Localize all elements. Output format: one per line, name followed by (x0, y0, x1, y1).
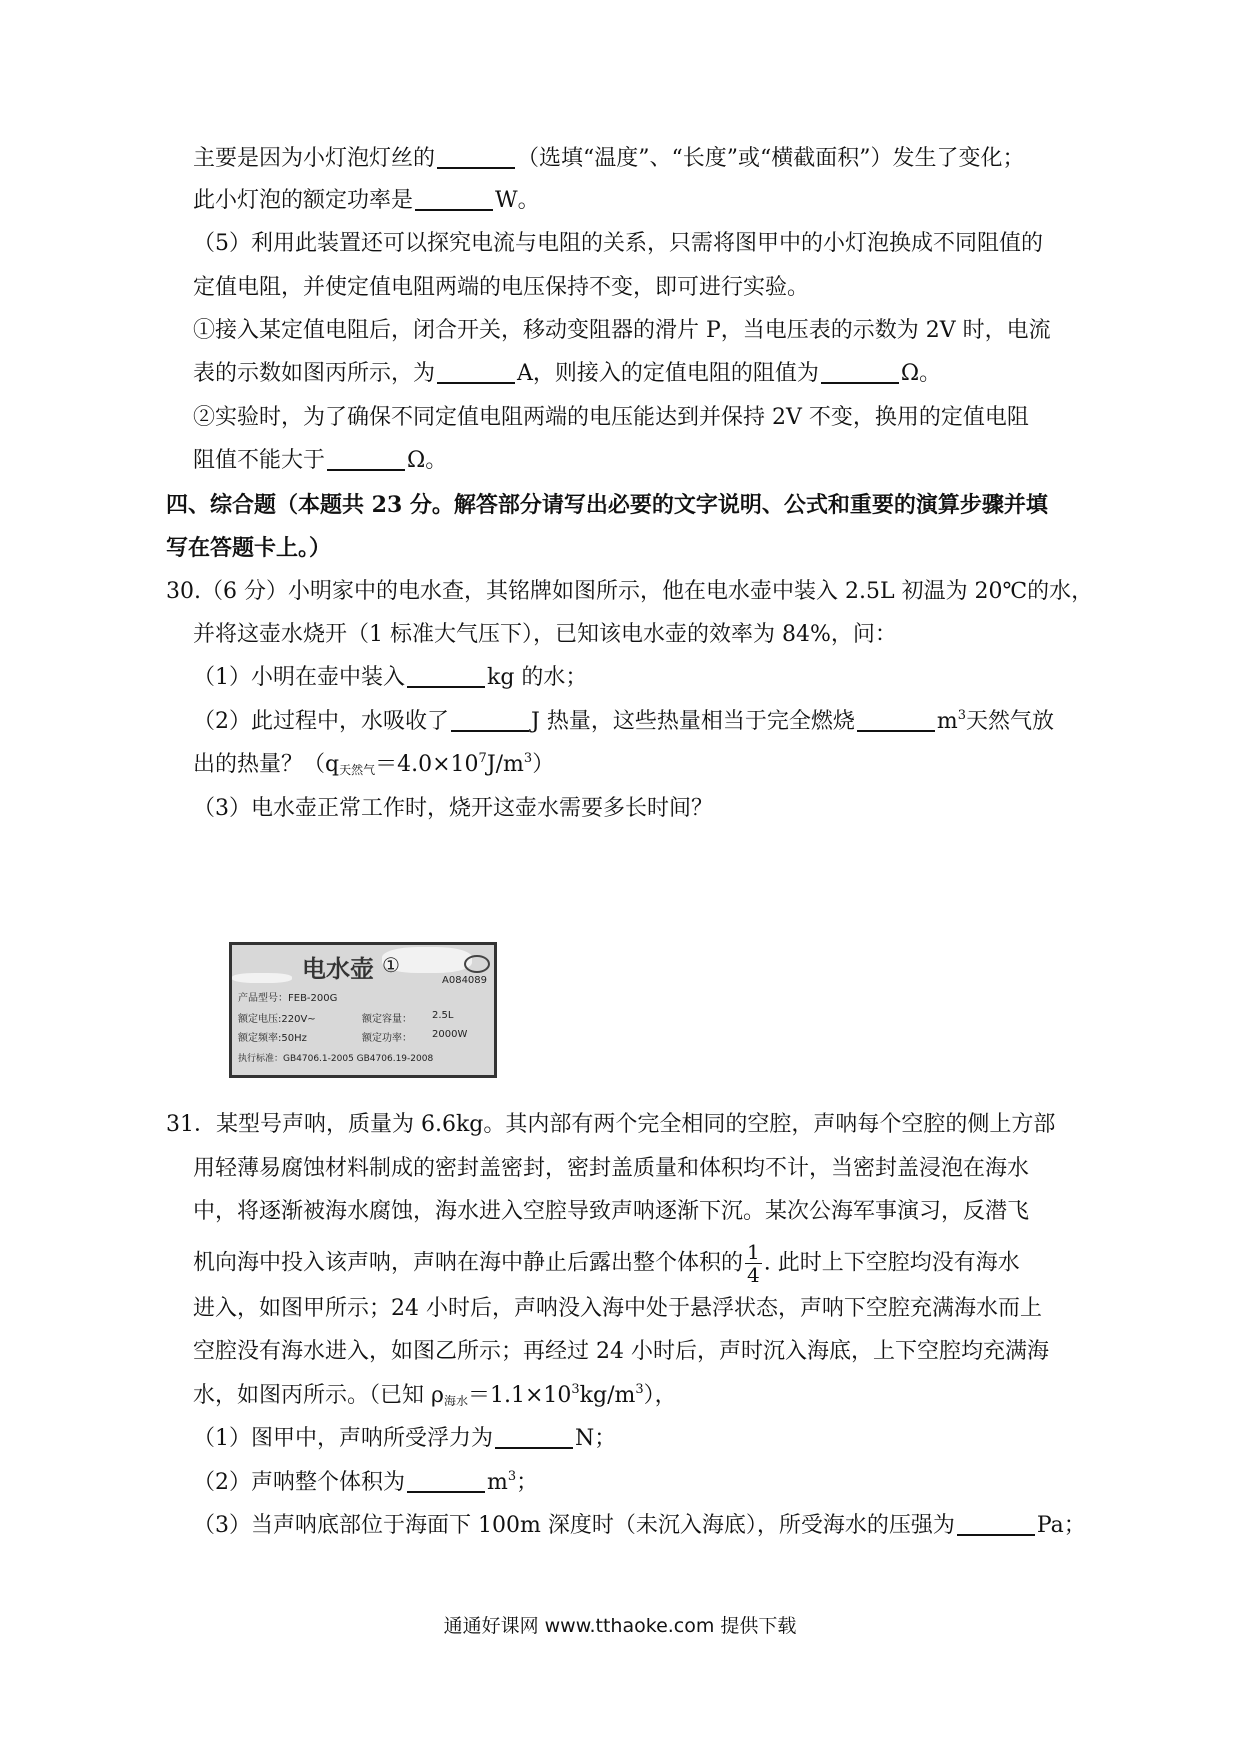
text-segment: 出的热量？（q (193, 752, 340, 777)
answer-blank[interactable] (415, 187, 493, 211)
question-text-line (193, 144, 1025, 174)
nameplate-code: A084089 (442, 975, 488, 986)
text-segment: （2）此过程中，水吸收了 (193, 709, 449, 734)
text-segment: m (936, 709, 958, 734)
question-text-line: 进入，如图甲所示；24 小时后，声呐没入海中处于悬浮状态，声呐下空腔充满海水而上 (193, 1296, 1042, 1321)
answer-blank[interactable] (407, 1469, 485, 1493)
text-segment: Pa； (1036, 1513, 1086, 1538)
text-segment: （1）图甲中，声呐所受浮力为 (193, 1426, 493, 1451)
text-segment: 主要是因为小灯泡灯丝的 (193, 146, 436, 171)
text-segment: 此小灯泡的额定功率是 (193, 188, 414, 213)
text-segment: J/m (486, 752, 524, 777)
nameplate-standard: 执行标准：GB4706.1-2005 GB4706.19-2008 (238, 1054, 434, 1064)
question-text-line: 并将这壶水烧开（1 标准大气压下），已知该电水壶的效率为 84%，问： (193, 622, 897, 647)
text-segment: J 热量，这些热量相当于完全燃烧 (531, 709, 855, 734)
nameplate-title: 电水壶 (302, 955, 374, 983)
answer-blank[interactable] (495, 1425, 573, 1449)
answer-blank[interactable] (957, 1512, 1035, 1536)
text-segment: kg 的水； (487, 665, 588, 690)
nameplate-model: 产品型号：FEB-200G (238, 993, 338, 1004)
text-segment: W。 (495, 188, 540, 213)
question-text-line (193, 1511, 1086, 1541)
text-segment: Ω。 (900, 361, 942, 386)
text-segment: ＝4.0×10 (375, 752, 479, 777)
text-segment: ）， (643, 1383, 677, 1408)
answer-blank[interactable] (327, 447, 405, 471)
nameplate-capacity-value: 2.5L (432, 1010, 454, 1021)
question-text-line (193, 446, 447, 476)
text-segment: （3）当声呐底部位于海面下 100m 深度时（未沉入海底），所受海水的压强为 (193, 1513, 955, 1538)
text-segment: ＝1.1×10 (467, 1383, 572, 1408)
fraction-numerator: 1 (747, 1240, 760, 1264)
question-text-line: 用轻薄易腐蚀材料制成的密封盖密封，密封盖质量和体积均不计，当密封盖浸泡在海水 (193, 1156, 1030, 1181)
nameplate-mark: ① (382, 953, 400, 977)
page-footer: 通通好课网 www.tthaoke.com 提供下载 (443, 1615, 797, 1637)
section-heading: 四、综合题（本题共 23 分。解答部分请写出必要的文字说明、公式和重要的演算步骤并填 (166, 492, 1048, 518)
question-text-line: ②实验时，为了确保不同定值电阻两端的电压能达到并保持 2V 不变，换用的定值电阻 (193, 405, 1029, 430)
question-text-line (193, 1424, 616, 1454)
text-segment: ； (516, 1470, 539, 1495)
certification-icon (464, 955, 490, 973)
question-text-line (193, 663, 587, 693)
text-segment: Ω。 (407, 448, 448, 473)
question-text-line (193, 186, 540, 216)
text-segment: 机向海中投入该声呐，声呐在海中静止后露出整个体积的 (193, 1250, 744, 1276)
text-segment: 天然气放 (965, 709, 1054, 734)
text-segment: 水，如图丙所示。（已知 ρ (193, 1383, 444, 1408)
subscript: 海水 (443, 1394, 468, 1408)
nameplate-power-value: 2000W (432, 1029, 468, 1040)
answer-blank[interactable] (407, 664, 485, 688)
superscript: 3 (635, 1382, 644, 1397)
question-text-line (193, 1468, 538, 1498)
text-segment: . 此时上下空腔均没有海水 (763, 1250, 1020, 1276)
text-segment: （选填“温度”、“长度”或“横截面积”）发生了变化； (517, 146, 1025, 171)
text-segment: N； (575, 1426, 617, 1451)
question-text-line: 空腔没有海水进入，如图乙所示；再经过 24 小时后，声时沉入海底，上下空腔均充满海 (193, 1339, 1049, 1364)
question-text-line (193, 1381, 677, 1411)
text-segment: 表的示数如图丙所示，为 (193, 361, 436, 386)
answer-blank[interactable] (821, 360, 899, 384)
superscript: 3 (571, 1382, 580, 1397)
question-text-line (193, 707, 1054, 737)
answer-blank[interactable] (451, 708, 529, 732)
text-segment: 阻值不能大于 (193, 448, 326, 473)
nameplate-frequency: 额定频率:50Hz (238, 1033, 307, 1044)
answer-blank[interactable] (437, 145, 515, 169)
question-text-line: 31．某型号声呐，质量为 6.6kg。其内部有两个完全相同的空腔，声呐每个空腔的侧上方部 (166, 1112, 1056, 1137)
text-segment: ） (532, 752, 555, 777)
question-text-line: （5）利用此装置还可以探究电流与电阻的关系，只需将图甲中的小灯泡换成不同阻值的 (193, 231, 1043, 256)
fraction (745, 1241, 762, 1286)
text-segment: A，则接入的定值电阻的阻值为 (517, 361, 819, 386)
superscript: 7 (478, 751, 487, 766)
section-heading: 写在答题卡上。） (166, 535, 332, 561)
question-text-line: 中，将逐渐被海水腐蚀，海水进入空腔导致声呐逐渐下沉。某次公海军事演习，反潜飞 (193, 1199, 1030, 1224)
superscript: 3 (957, 708, 966, 723)
nameplate-voltage: 额定电压:220V~ (238, 1014, 316, 1025)
text-segment: （1）小明在壶中装入 (193, 665, 405, 690)
text-segment: m (487, 1470, 508, 1495)
question-text-line (193, 359, 941, 389)
nameplate-power-label: 额定功率： (362, 1033, 412, 1044)
text-segment: kg/m (579, 1383, 636, 1408)
text-segment: （2）声呐整个体积为 (193, 1470, 405, 1495)
kettle-nameplate-image (229, 942, 497, 1078)
question-text-line: 定值电阻，并使定值电阻两端的电压保持不变，即可进行实验。 (193, 275, 810, 300)
nameplate-capacity-label: 额定容量： (362, 1014, 412, 1025)
subscript: 天然气 (339, 763, 376, 777)
superscript: 3 (507, 1469, 517, 1484)
question-text-line: 30.（6 分）小明家中的电水查，其铭牌如图所示，他在电水壶中装入 2.5L 初温为 20℃的水， (166, 579, 1094, 604)
question-text-line: ①接入某定值电阻后，闭合开关，移动变阻器的滑片 P，当电压表的示数为 2V 时，电流 (193, 318, 1051, 343)
answer-blank[interactable] (857, 708, 935, 732)
question-text-line (193, 750, 554, 780)
question-text-line (193, 1241, 1020, 1286)
answer-blank[interactable] (437, 360, 515, 384)
superscript: 3 (523, 751, 533, 766)
question-text-line: （3）电水壶正常工作时，烧开这壶水需要多长时间？ (193, 796, 713, 821)
fraction-denominator: 4 (747, 1263, 760, 1287)
